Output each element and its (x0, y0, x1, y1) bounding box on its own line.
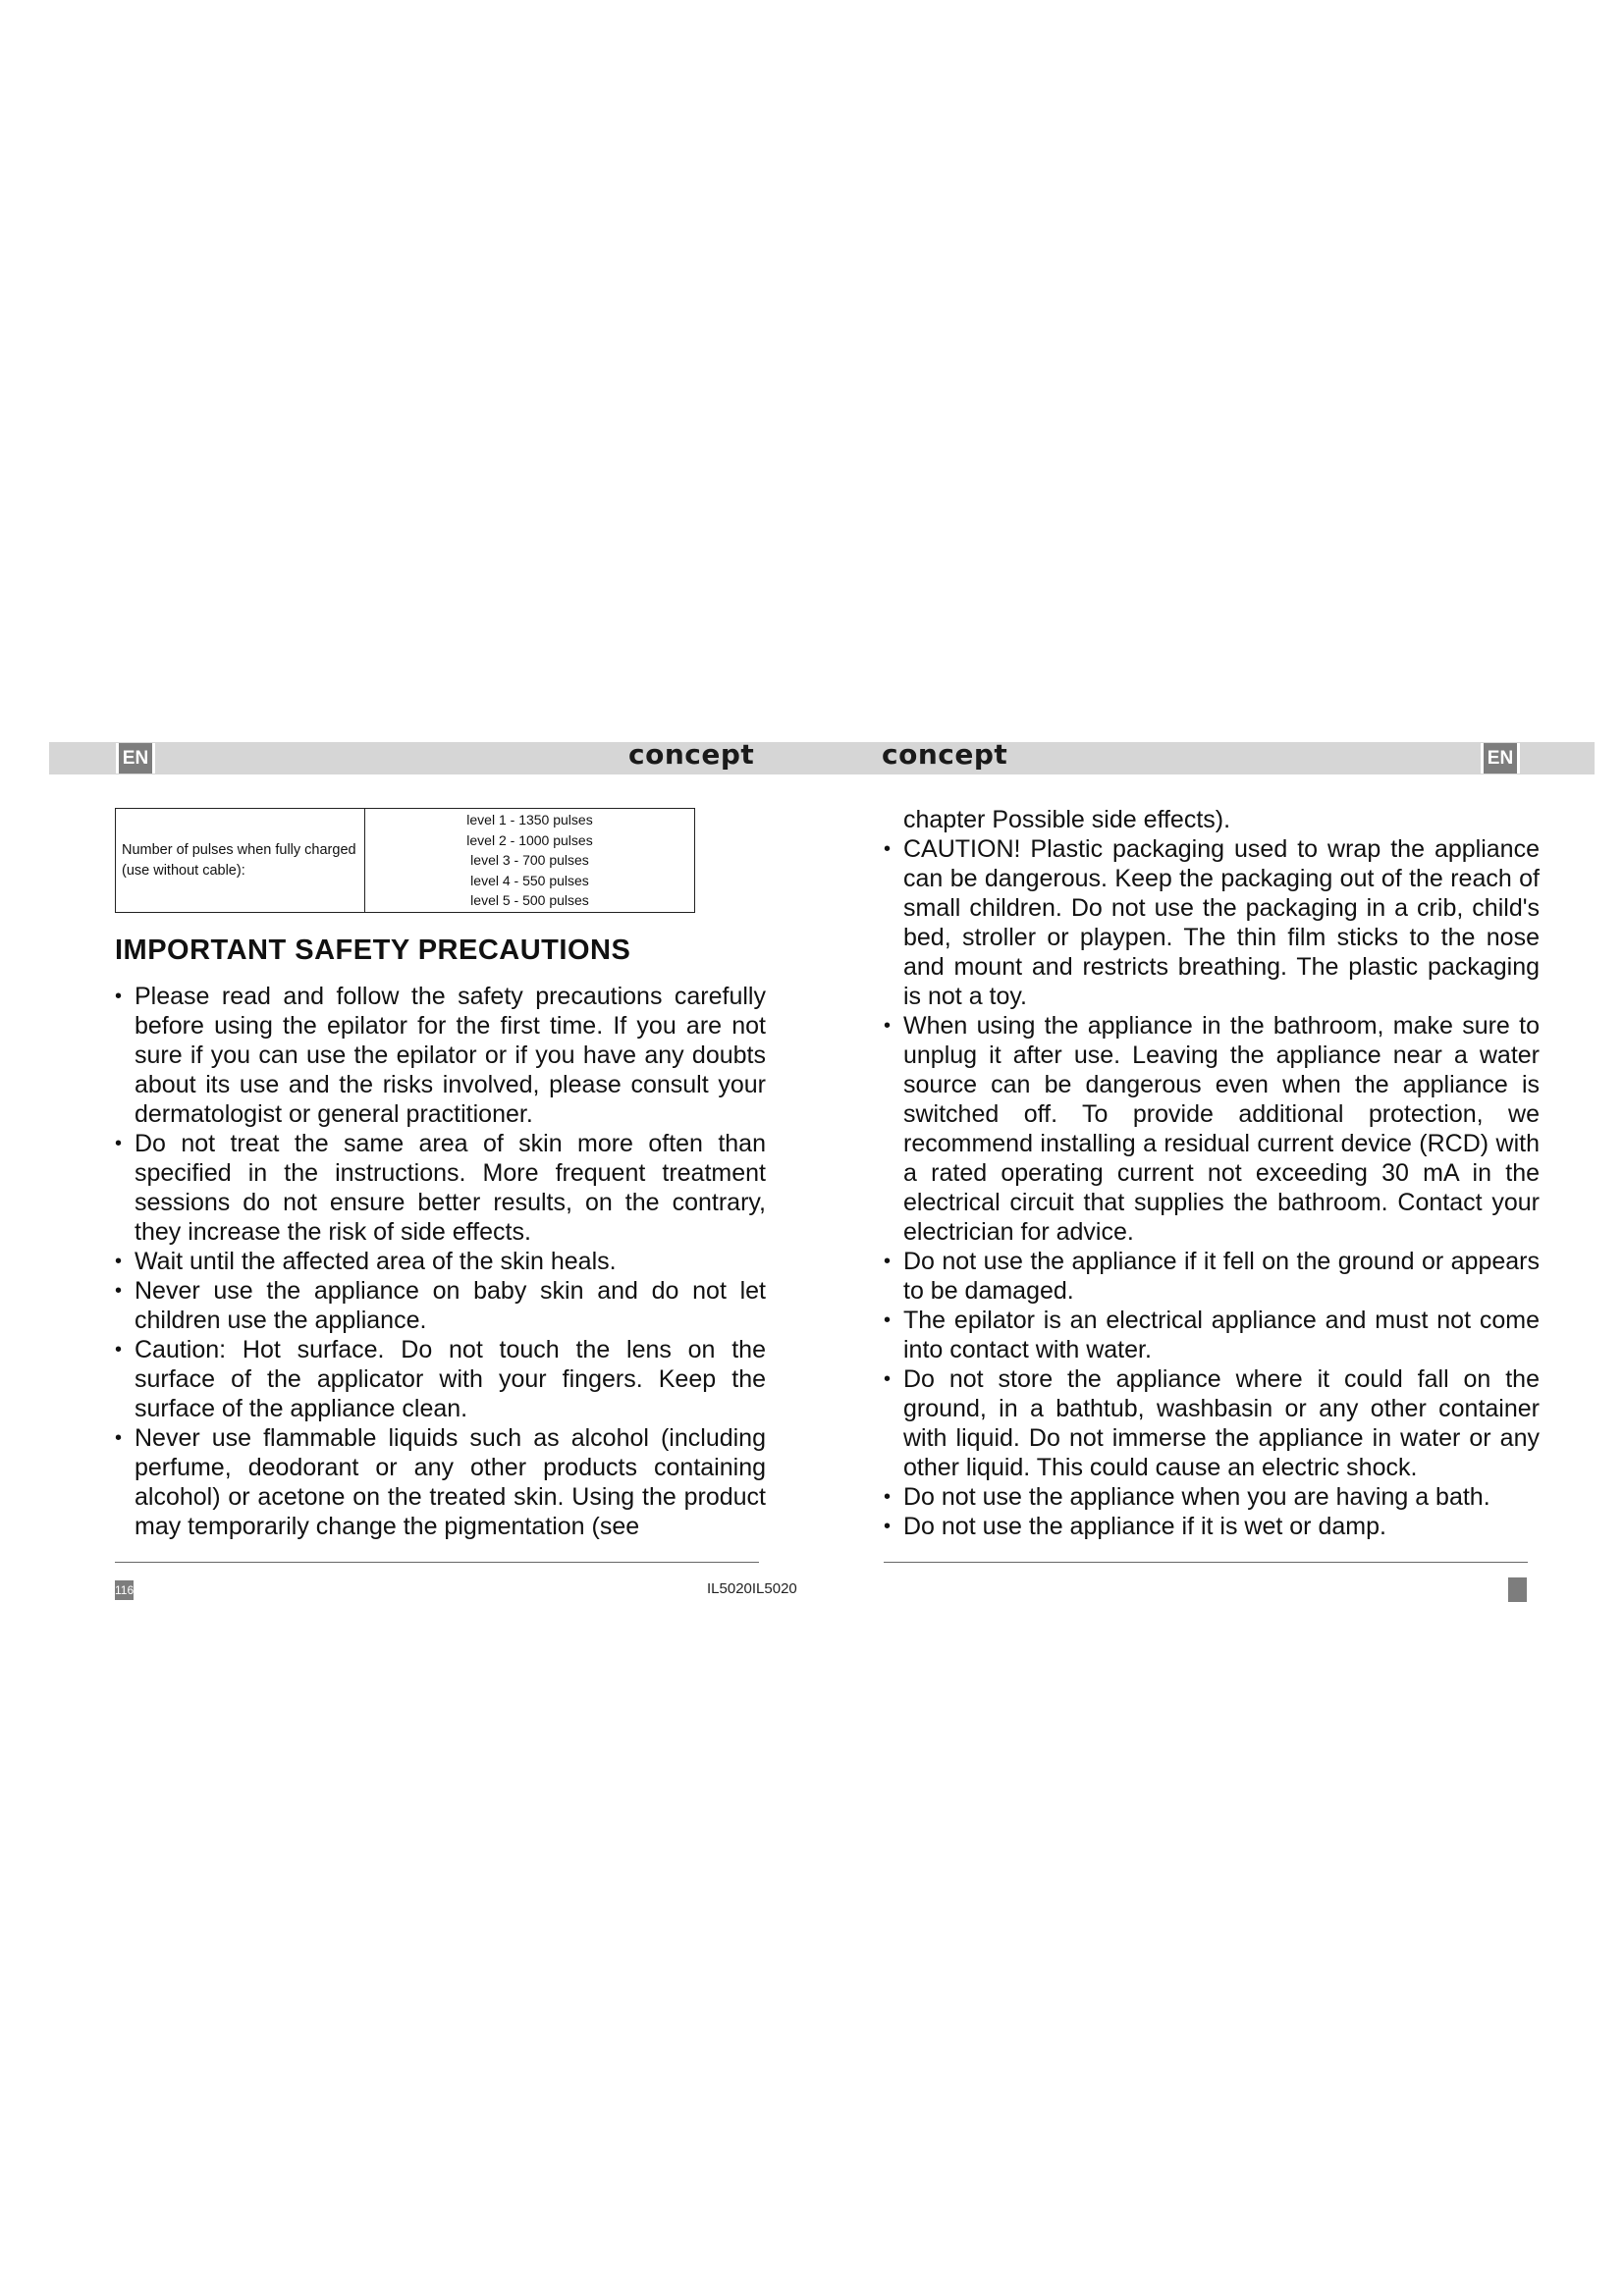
page-number: 116 (115, 1580, 134, 1600)
list-item: • Never use the appliance on baby skin and do not let children use the appliance. (115, 1276, 766, 1335)
list-item: • Do not use the appliance if it is wet or damp. (884, 1512, 1540, 1541)
header-bar (49, 742, 1595, 774)
list-item-continuation: chapter Possible side effects). (903, 806, 1231, 833)
list-item: • The epilator is an electrical appliance and must not come into contact with water. (884, 1306, 1540, 1364)
list-item: • Do not use the appliance if it fell on the ground or appears to be damaged. (884, 1247, 1540, 1306)
section-title: IMPORTANT SAFETY PRECAUTIONS (115, 934, 631, 966)
list-item: • Never use flammable liquids such as alcohol (including perfume, deodorant or any other products containing alcohol) or acetone on the treated skin. Using the product may temporarily change the pigmentation (see (115, 1423, 766, 1541)
list-item: • Wait until the affected area of the skin heals. (115, 1247, 766, 1276)
footer-divider-left (115, 1562, 759, 1563)
list-item: • Do not use the appliance when you are having a bath. (884, 1482, 1540, 1512)
footer-divider-right (884, 1562, 1528, 1563)
table-row (116, 809, 695, 913)
list-item: • When using the appliance in the bathroom, make sure to unplug it after use. Leaving the appliance near a water source can be dangerous even when the appliance is switched off. To provide additional protection, we recommend installing a residual current device (RCD) with a rated operating current not exceeding 30 mA in the electrical circuit that supplies the bathroom. Contact your electrician for advice. (884, 1011, 1540, 1247)
pulse-level-4: level 4 - 550 pulses (470, 872, 589, 888)
pulse-level-3: level 3 - 700 pulses (470, 852, 589, 869)
list-item: • Caution: Hot surface. Do not touch the lens on the surface of the applicator with your fingers. Keep the surface of the appliance clean. (115, 1335, 766, 1423)
safety-list-right (884, 805, 1540, 1541)
safety-list-left (115, 982, 766, 1541)
list-item: • Please read and follow the safety precautions carefully before using the epilator for the first time. If you are not sure if you can use the epilator or if you have any doubts about its use and the risks involved, please consult your dermatologist or general practitioner. (115, 982, 766, 1129)
brand-logo-left: concept (628, 738, 755, 771)
brand-logo-right: concept (882, 738, 1008, 771)
list-item: • Do not treat the same area of skin more often than specified in the instructions. More frequent treatment sessions do not ensure better results, on the contrary, they increase the risk of side effects. (115, 1129, 766, 1247)
pulse-level-2: level 2 - 1000 pulses (466, 831, 593, 848)
model-code: IL5020IL5020 (707, 1580, 797, 1597)
page-number-marker-right (1508, 1577, 1527, 1602)
list-item: • CAUTION! Plastic packaging used to wrap the appliance can be dangerous. Keep the packaging out of the reach of small children. Do not use the packaging in a crib, child's bed, stroller or playpen. The thin film sticks to the nose and mount and restricts breathing. The plastic packaging is not a toy. (884, 834, 1540, 1011)
pulse-level-5: level 5 - 500 pulses (470, 892, 589, 909)
table-label-cell: Number of pulses when fully charged (use without cable): (116, 809, 365, 913)
language-badge-left: EN (116, 743, 155, 774)
table-values-cell (365, 809, 695, 913)
list-item: • Do not store the appliance where it could fall on the ground, in a bathtub, washbasin or any other container with liquid. Do not immerse the appliance in water or any other liquid. This could cause an electric shock. (884, 1364, 1540, 1482)
pulse-level-1: level 1 - 1350 pulses (466, 812, 593, 828)
language-badge-right: EN (1481, 743, 1520, 774)
pulses-table (115, 808, 695, 913)
